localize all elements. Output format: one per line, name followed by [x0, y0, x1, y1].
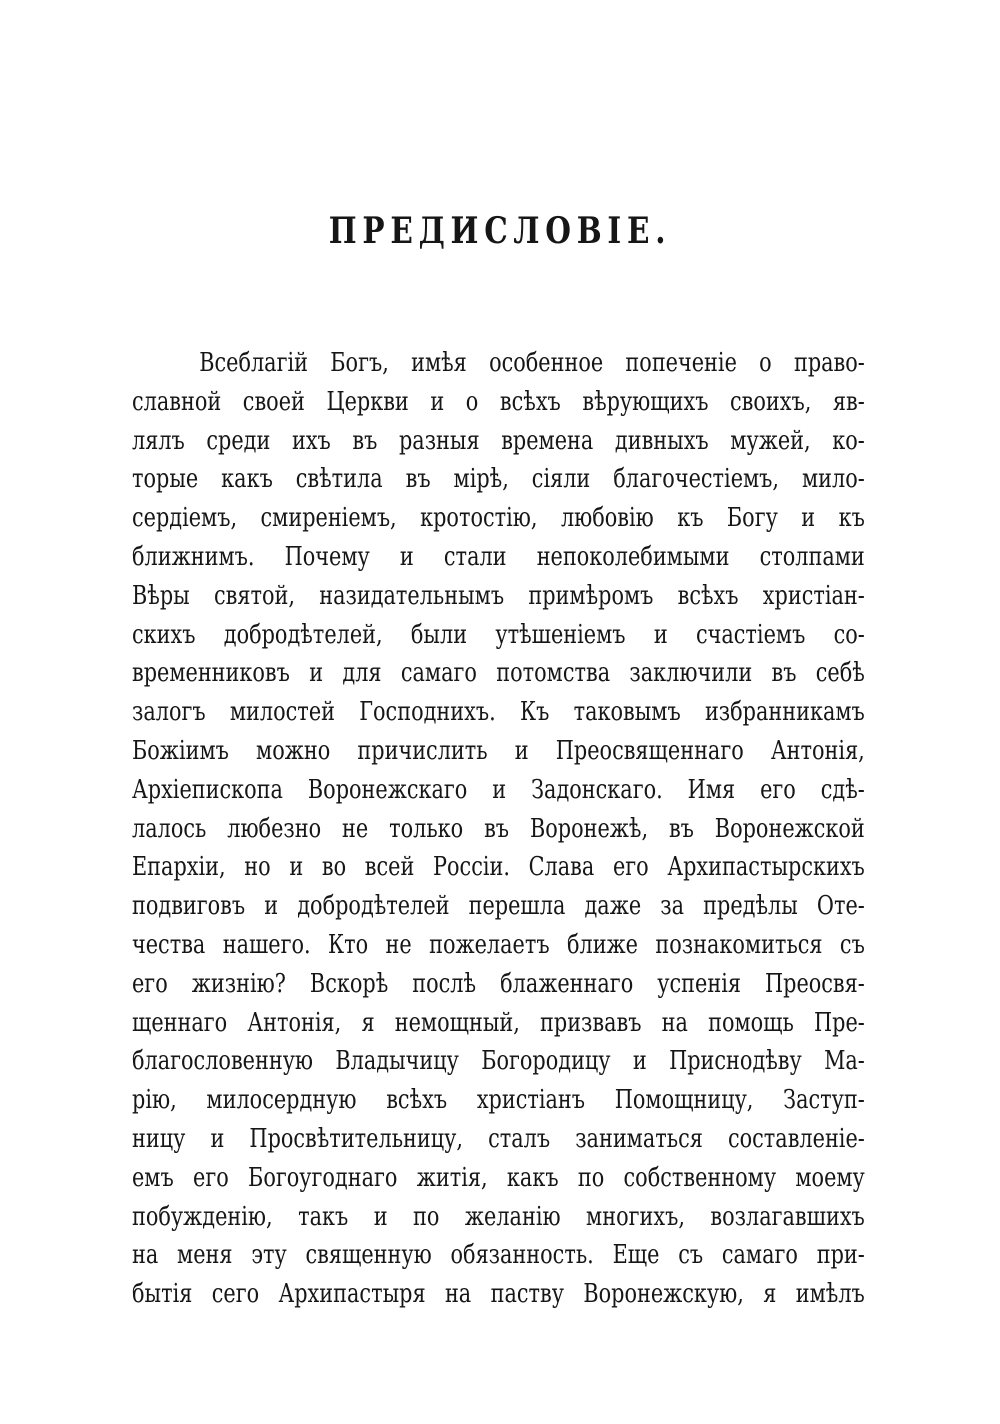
text-line: емъ его Богоугоднаго житія, какъ по собственному моему	[132, 1162, 865, 1193]
text-line: на меня эту священную обязанность. Еще съ самаго при-	[132, 1240, 865, 1271]
text-line: славной своей Церкви и о всѣхъ вѣрующихъ своихъ, яв-	[132, 386, 865, 417]
page-title: ПРЕДИСЛОВІЕ.	[328, 210, 672, 252]
text-line: щеннаго Антонія, я немощный, призвавъ на помощь Пре-	[132, 1007, 865, 1038]
text-line: рію, милосердную всѣхъ христіанъ Помощницу, Заступ-	[132, 1085, 865, 1116]
text-line: скихъ добродѣтелей, были утѣшеніемъ и счастіемъ со-	[132, 619, 865, 650]
text-line: залогъ милостей Господнихъ. Къ таковымъ избранникамъ	[132, 697, 865, 728]
text-line: Епархіи, но и во всей Россіи. Слава его Архипастырскихъ	[132, 852, 865, 883]
text-line: Всеблагій Богъ, имѣя особенное попеченіе о право-	[199, 348, 865, 378]
text-line: лалось любезно не только въ Воронежѣ, въ Воронежской	[132, 813, 865, 844]
text-line: Архіепископа Воронежскаго и Задонскаго. Имя его сдѣ-	[132, 774, 865, 805]
text-line: подвиговъ и добродѣтелей перешла даже за предѣлы Оте-	[132, 891, 865, 922]
text-line: торые какъ свѣтила въ мірѣ, сіяли благочестіемъ, мило-	[132, 464, 865, 495]
text-line: временниковъ и для самаго потомства заключили въ себѣ	[132, 658, 865, 689]
text-line: благословенную Владычицу Богородицу и Приснодѣву Ма-	[132, 1046, 865, 1077]
text-line: его жизнію? Вскорѣ послѣ блаженнаго успенія Преосвя-	[132, 968, 865, 999]
text-line: чества нашего. Кто не пожелаетъ ближе познакомиться съ	[132, 929, 865, 960]
text-line: Вѣры святой, назидательнымъ примѣромъ всѣхъ христіан-	[132, 580, 865, 611]
text-line: лялъ среди ихъ въ разныя времена дивныхъ мужей, ко-	[132, 425, 865, 456]
text-line: ницу и Просвѣтительницу, сталъ заниматься составленіе-	[132, 1123, 865, 1154]
text-line: ближнимъ. Почему и стали непоколебимыми столпами	[132, 541, 865, 572]
body-paragraph	[132, 344, 865, 1314]
text-line: сердіемъ, смиреніемъ, кротостію, любовію къ Богу и къ	[132, 503, 865, 534]
text-line: бытія сего Архипастыря на паству Воронежскую, я имѣлъ	[132, 1279, 865, 1310]
text-line: побужденію, такъ и по желанію многихъ, возлагавшихъ	[132, 1201, 865, 1232]
text-line: Божіимъ можно причислить и Преосвященнаго Антонія,	[132, 735, 865, 766]
